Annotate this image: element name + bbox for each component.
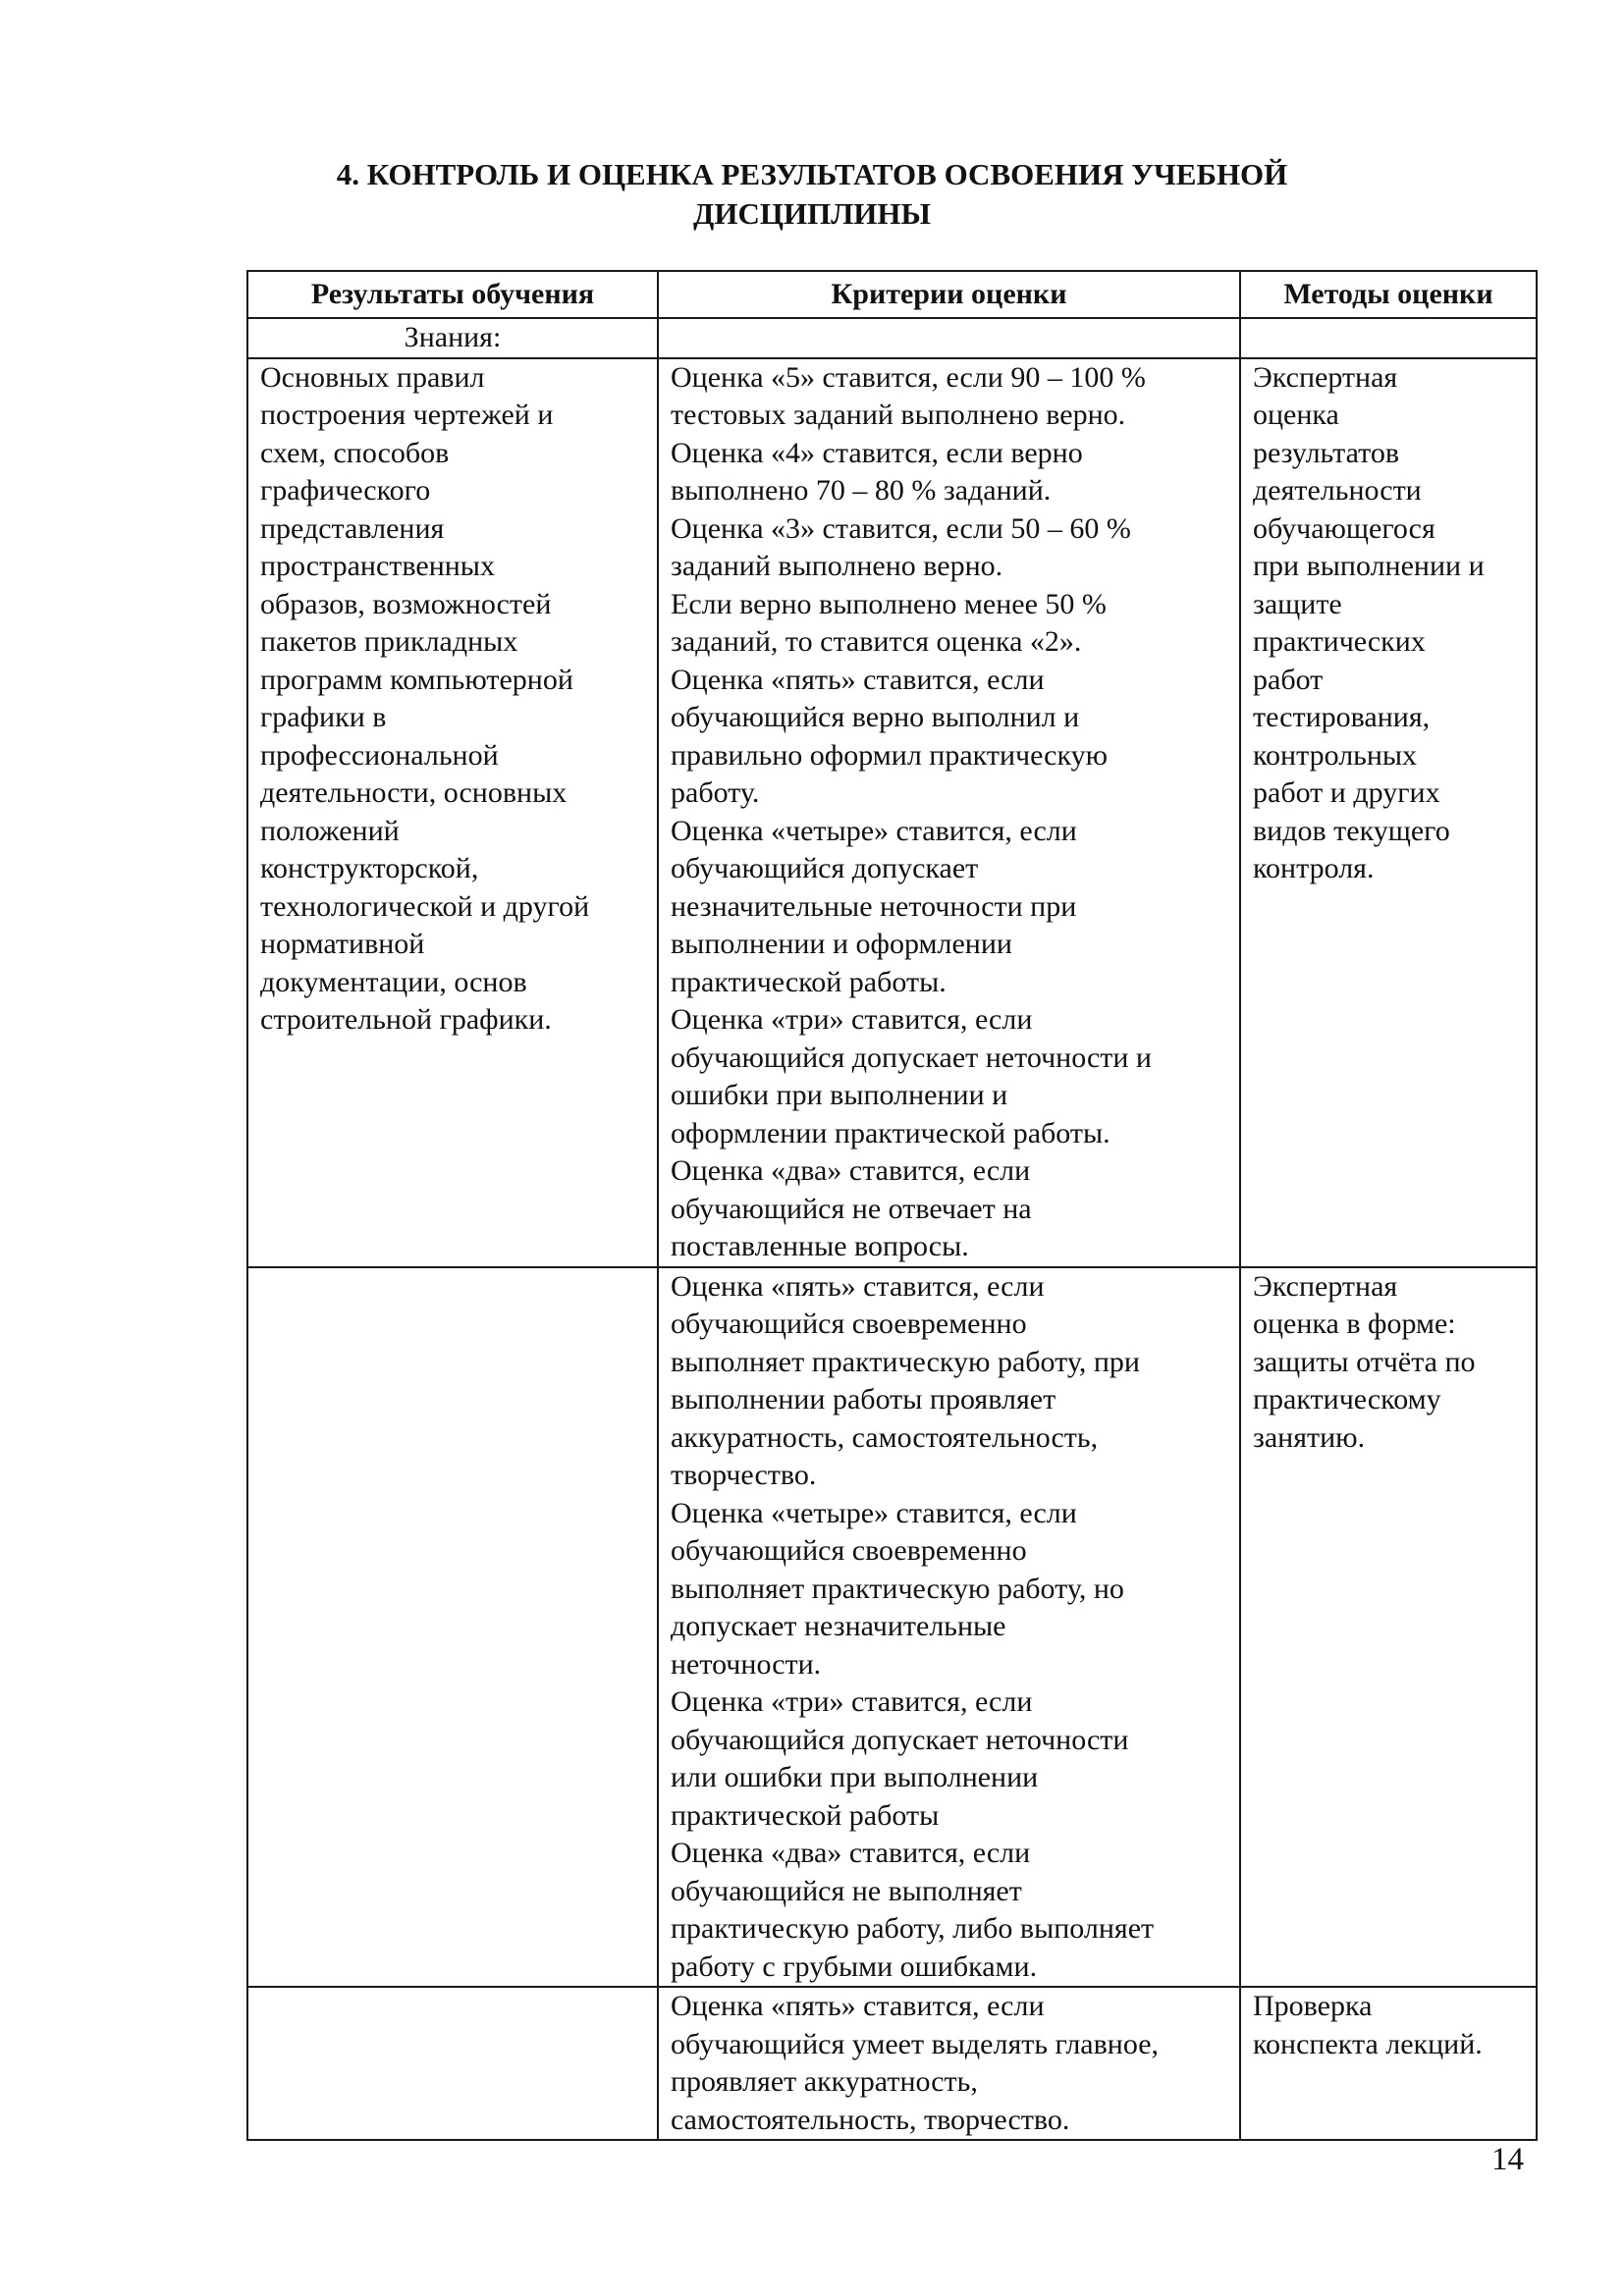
text-line: обучающегося	[1253, 511, 1435, 545]
text-line: Оценка «три» ставится, если	[671, 1685, 1033, 1718]
text-line: построения чертежей и	[260, 399, 554, 431]
assessment-table	[246, 270, 1538, 2141]
table-row	[247, 1987, 1537, 2140]
text-line: результатов	[1253, 436, 1399, 469]
text-line: обучающийся своевременно	[671, 1308, 1027, 1340]
results-cell	[247, 1267, 658, 1988]
text-line: образов, возможностей	[260, 587, 552, 620]
header-results: Результаты обучения	[247, 271, 658, 318]
text-line: деятельности, основных	[260, 776, 568, 809]
text-line: контроля.	[1253, 852, 1375, 884]
text-line: выполнено 70 – 80 % заданий.	[671, 474, 1052, 507]
text-line: Оценка «три» ставится, если	[671, 1003, 1033, 1036]
text-line: деятельности	[1253, 474, 1422, 507]
text-line: программ компьютерной	[260, 663, 573, 696]
text-line: Оценка «пять» ставится, если	[671, 1269, 1045, 1303]
text-line: профессиональной	[260, 738, 499, 772]
text-line: тестовых заданий выполнено верно.	[671, 399, 1126, 431]
text-line: занятию.	[1253, 1420, 1366, 1454]
text-line: конспекта лекций.	[1253, 2027, 1483, 2060]
text-line: поставленные вопросы.	[671, 1230, 969, 1262]
text-line: Оценка «5» ставится, если 90 – 100 %	[671, 360, 1146, 394]
text-line: графики в	[260, 701, 387, 733]
text-line: Оценка «четыре» ставится, если	[671, 814, 1077, 847]
text-line: заданий, то ставится оценка «2».	[671, 625, 1082, 658]
text-line: заданий выполнено верно.	[671, 550, 1003, 582]
text-line: творчество.	[671, 1459, 817, 1491]
text-line: обучающийся не отвечает на	[671, 1192, 1032, 1225]
text-line: при выполнении и	[1253, 550, 1485, 582]
page-number: 14	[1491, 2142, 1524, 2177]
results-cell	[247, 1987, 658, 2140]
text-line: работу с грубыми ошибками.	[671, 1949, 1038, 1983]
text-line: обучающийся не выполняет	[671, 1874, 1022, 1907]
text-line: защиты отчёта по	[1253, 1345, 1476, 1378]
text-line: представления	[260, 511, 445, 545]
text-line: защите	[1253, 587, 1342, 620]
text-line: обучающийся допускает неточности	[671, 1723, 1129, 1756]
text-line: ошибки при выполнении и	[671, 1079, 1008, 1111]
text-line: работ и других	[1253, 776, 1440, 809]
text-line: выполняет практическую работу, но	[671, 1572, 1124, 1605]
text-line: обучающийся допускает	[671, 852, 979, 884]
text-line: видов текущего	[1253, 814, 1450, 847]
text-line: технологической и другой	[260, 889, 590, 923]
text-line: Экспертная	[1253, 1269, 1398, 1303]
text-line: самостоятельность, творчество.	[671, 2103, 1070, 2136]
text-line: обучающийся верно выполнил и	[671, 701, 1080, 733]
criteria-cell	[658, 1987, 1240, 2140]
text-line: практической работы.	[671, 965, 947, 998]
text-line: проявляет аккуратность,	[671, 2065, 978, 2098]
section-title	[245, 155, 1379, 234]
text-line: или ошибки при выполнении	[671, 1761, 1039, 1793]
subheader-knowledge: Знания:	[247, 318, 658, 358]
text-line: практической работы	[671, 1798, 940, 1832]
text-line: обучающийся своевременно	[671, 1534, 1027, 1567]
text-line: Основных правил	[260, 360, 485, 394]
text-line: оформлении практической работы.	[671, 1116, 1110, 1149]
text-line: Оценка «четыре» ставится, если	[671, 1496, 1077, 1529]
text-line: незначительные неточности при	[671, 889, 1077, 923]
text-line: схем, способов	[260, 436, 450, 469]
header-methods: Методы оценки	[1240, 271, 1537, 318]
text-line: оценка в форме:	[1253, 1308, 1456, 1340]
text-line: выполнении работы проявляет	[671, 1383, 1056, 1415]
text-line: положений	[260, 814, 400, 847]
table-row	[247, 358, 1537, 1267]
text-line: выполняет практическую работу, при	[671, 1345, 1140, 1378]
text-line: Оценка «4» ставится, если верно	[671, 436, 1083, 469]
text-line: аккуратность, самостоятельность,	[671, 1420, 1099, 1454]
text-line: Оценка «два» ставится, если	[671, 1154, 1031, 1187]
text-line: пакетов прикладных	[260, 625, 518, 658]
text-line: неточности.	[671, 1647, 822, 1681]
section-title-line-2: ДИСЦИПЛИНЫ	[693, 196, 931, 231]
text-line: практическому	[1253, 1383, 1441, 1415]
results-cell	[247, 358, 658, 1267]
header-criteria: Критерии оценки	[658, 271, 1240, 318]
table-header-row	[247, 271, 1537, 318]
text-line: выполнении и оформлении	[671, 928, 1012, 960]
text-line: конструкторской,	[260, 852, 479, 884]
subheader-empty-cell	[1240, 318, 1537, 358]
text-line: Оценка «пять» ставится, если	[671, 1990, 1045, 2022]
text-line: работу.	[671, 776, 760, 809]
text-line: Оценка «3» ставится, если 50 – 60 %	[671, 511, 1131, 545]
methods-cell	[1240, 358, 1537, 1267]
text-line: практических	[1253, 625, 1426, 658]
table-subheader-row	[247, 318, 1537, 358]
text-line: контрольных	[1253, 738, 1418, 772]
section-title-line-1: 4. КОНТРОЛЬ И ОЦЕНКА РЕЗУЛЬТАТОВ ОСВОЕНИЯ УЧЕБНОЙ	[336, 157, 1288, 191]
text-line: Экспертная	[1253, 360, 1398, 394]
text-line: строительной графики.	[260, 1003, 552, 1036]
text-line: документации, основ	[260, 965, 527, 998]
text-line: практическую работу, либо выполняет	[671, 1912, 1155, 1945]
text-line: пространственных	[260, 550, 495, 582]
criteria-cell	[658, 358, 1240, 1267]
criteria-cell	[658, 1267, 1240, 1988]
text-line: графического	[260, 474, 431, 507]
subheader-empty-cell	[658, 318, 1240, 358]
text-line: Если верно выполнено менее 50 %	[671, 587, 1107, 620]
methods-cell	[1240, 1267, 1537, 1988]
text-line: допускает незначительные	[671, 1610, 1006, 1642]
text-line: правильно оформил практическую	[671, 738, 1109, 772]
text-line: Проверка	[1253, 1990, 1373, 2022]
text-line: работ	[1253, 663, 1324, 696]
text-line: Оценка «пять» ставится, если	[671, 663, 1045, 696]
text-line: Оценка «два» ставится, если	[671, 1837, 1031, 1869]
methods-cell	[1240, 1987, 1537, 2140]
text-line: оценка	[1253, 399, 1339, 431]
text-line: обучающийся допускает неточности и	[671, 1041, 1152, 1074]
text-line: тестирования,	[1253, 701, 1431, 733]
text-line: нормативной	[260, 928, 425, 960]
table-row	[247, 1267, 1537, 1988]
text-line: обучающийся умеет выделять главное,	[671, 2027, 1160, 2060]
